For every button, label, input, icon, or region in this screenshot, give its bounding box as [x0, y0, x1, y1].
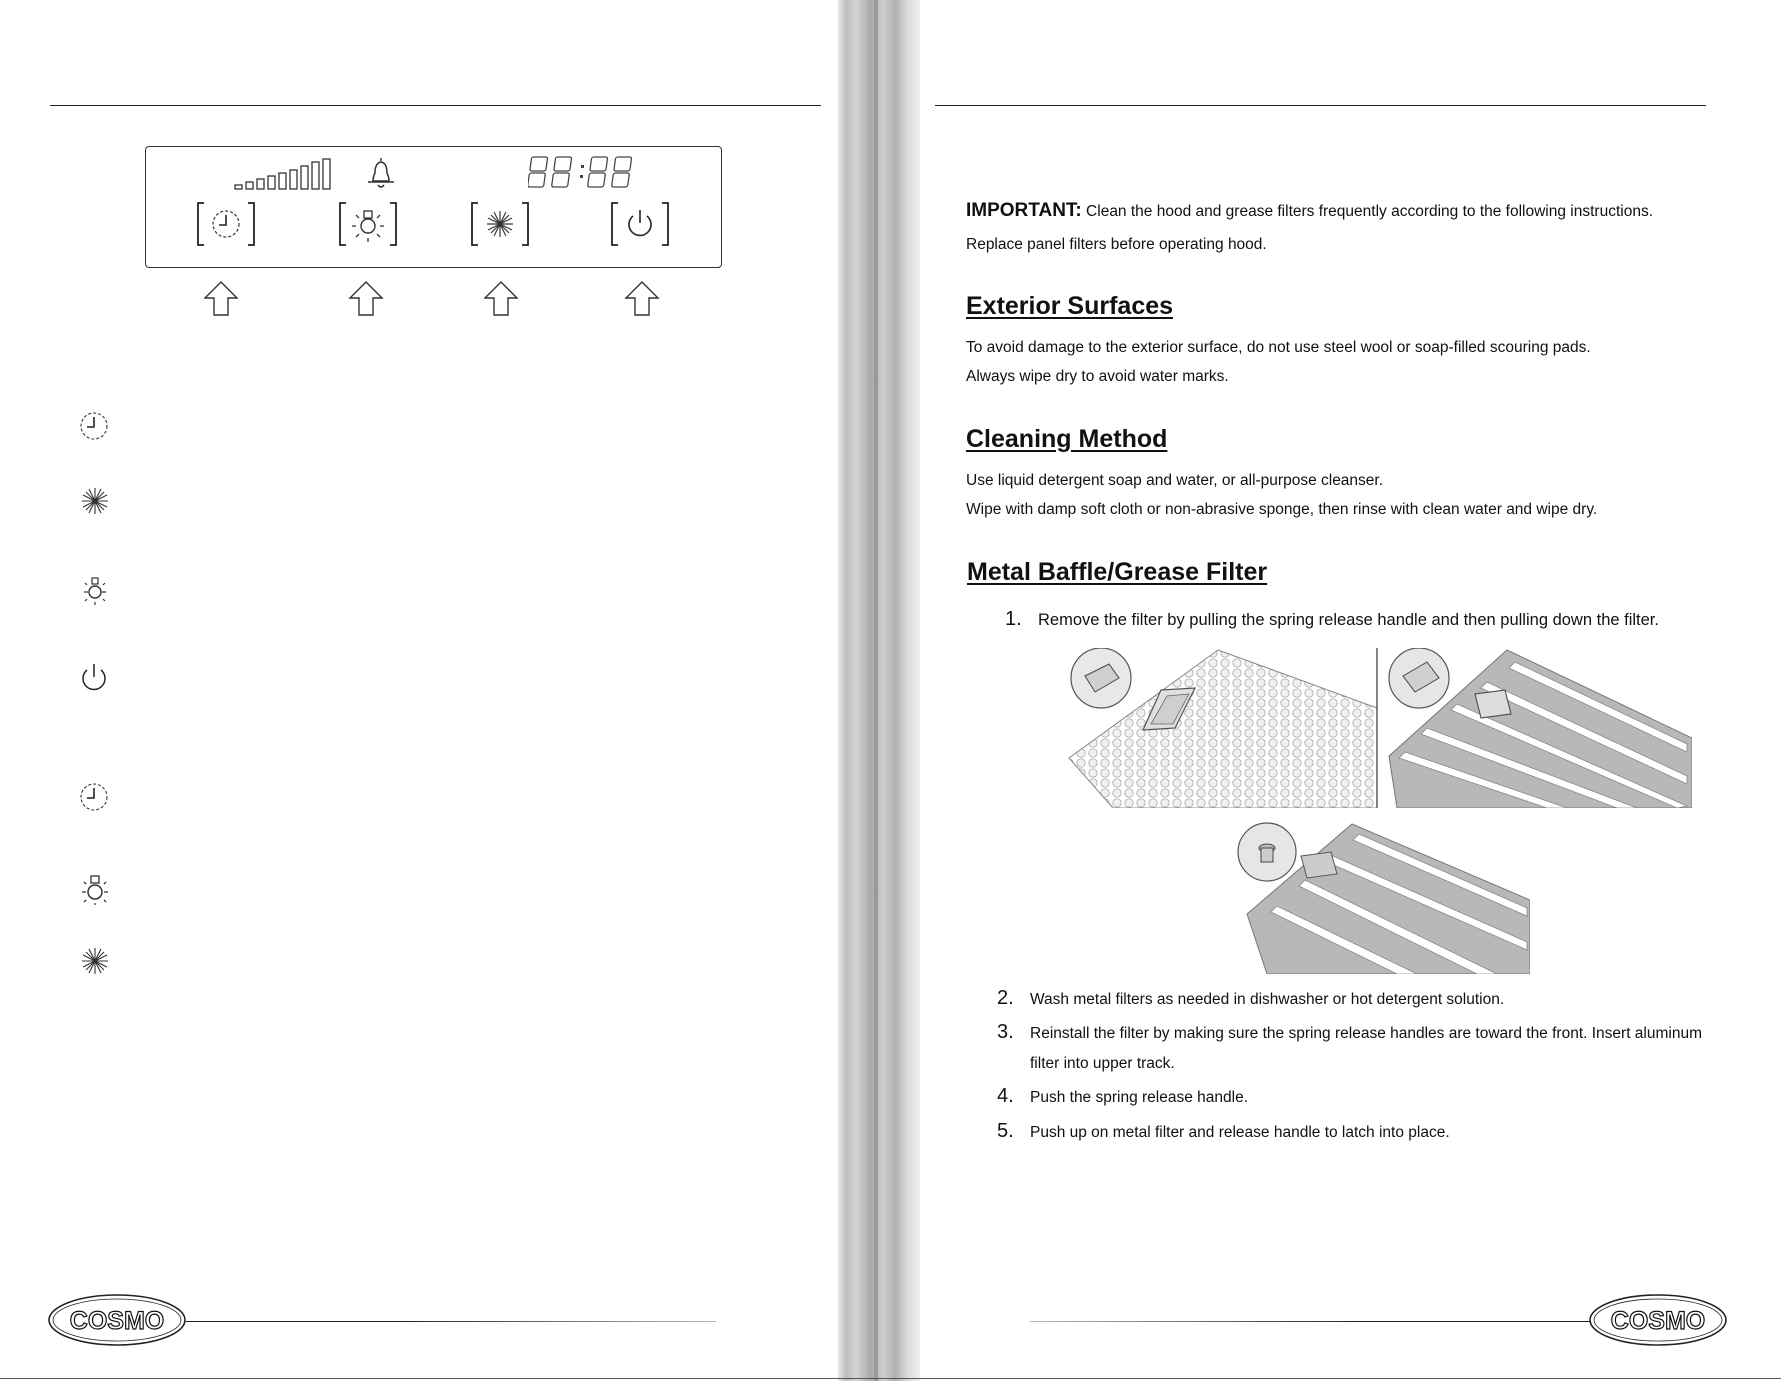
- step-number: 4.: [997, 1085, 1014, 1107]
- power-button[interactable]: [608, 201, 672, 247]
- fan-icon: [79, 945, 111, 977]
- step-text: Reinstall the filter by making sure the spring release handles are toward the front. Insert aluminum: [1030, 1025, 1703, 1042]
- filter-heading: Metal Baffle/Grease Filter: [967, 558, 1268, 586]
- control-panel-diagram: [145, 146, 722, 268]
- light-button[interactable]: [336, 201, 400, 247]
- page-bottom-edge: [0, 1378, 1781, 1379]
- timer-icon: [78, 410, 110, 442]
- arrow-up-icon: [347, 280, 385, 318]
- mesh-filter-illustration: [1063, 648, 1380, 808]
- fan-level-bars: [233, 157, 333, 193]
- clock-display: [528, 153, 638, 193]
- step-text: Push up on metal filter and release handle to latch into place.: [1030, 1124, 1450, 1141]
- timer-button[interactable]: [194, 201, 258, 247]
- book-spine: [838, 0, 920, 1381]
- fan-button[interactable]: [468, 201, 532, 247]
- exterior-heading: Exterior Surfaces: [966, 292, 1174, 320]
- svg-text:COSMO: COSMO: [69, 1307, 165, 1335]
- cleaning-paragraph: [966, 466, 1597, 524]
- right-footer-line: [1030, 1321, 1590, 1322]
- important-text: Clean the hood and grease filters frequently according to the following instructions.: [1081, 203, 1654, 220]
- exterior-paragraph: [966, 333, 1591, 391]
- important-label: IMPORTANT:: [966, 200, 1082, 221]
- baffle-filter-illustration: [1387, 648, 1692, 808]
- timer-icon: [78, 781, 110, 813]
- step-text: Wash metal filters as needed in dishwasher or hot detergent solution.: [1030, 991, 1505, 1008]
- exterior-line: To avoid damage to the exterior surface, do not use steel wool or soap-filled scouring pads.: [966, 339, 1591, 356]
- arrow-up-icon: [482, 280, 520, 318]
- cosmo-logo: [47, 1293, 187, 1347]
- bell-icon: [363, 155, 399, 191]
- cleaning-heading: Cleaning Method: [966, 425, 1168, 453]
- step-number: 3.: [997, 1021, 1014, 1043]
- cosmo-logo: [1588, 1293, 1728, 1347]
- left-footer-line: [186, 1321, 716, 1322]
- arrow-up-icon: [202, 280, 240, 318]
- step-number: 5.: [997, 1120, 1014, 1142]
- power-icon: [78, 661, 110, 693]
- light-icon: [79, 574, 111, 606]
- left-header-rule: [50, 105, 821, 106]
- step-text: Remove the filter by pulling the spring release handle and then pulling down the filter.: [1038, 611, 1659, 629]
- light-icon: [79, 873, 111, 905]
- exterior-line: Always wipe dry to avoid water marks.: [966, 368, 1229, 385]
- baffle-handle-illustration: [1237, 822, 1530, 974]
- fan-icon: [79, 485, 111, 517]
- step-text-continued: filter into upper track.: [1030, 1055, 1175, 1072]
- important-note: [966, 196, 1653, 259]
- important-line2: Replace panel filters before operating hood.: [966, 236, 1267, 253]
- svg-text:COSMO: COSMO: [1610, 1307, 1706, 1335]
- step-text: Push the spring release handle.: [1030, 1089, 1249, 1106]
- step-number: 1.: [1005, 608, 1022, 630]
- cleaning-line: Wipe with damp soft cloth or non-abrasive sponge, then rinse with clean water and wipe dry.: [966, 501, 1598, 518]
- right-header-rule: [935, 105, 1706, 106]
- step-number: 2.: [997, 987, 1014, 1009]
- cleaning-line: Use liquid detergent soap and water, or all-purpose cleanser.: [966, 472, 1384, 489]
- arrow-up-icon: [623, 280, 661, 318]
